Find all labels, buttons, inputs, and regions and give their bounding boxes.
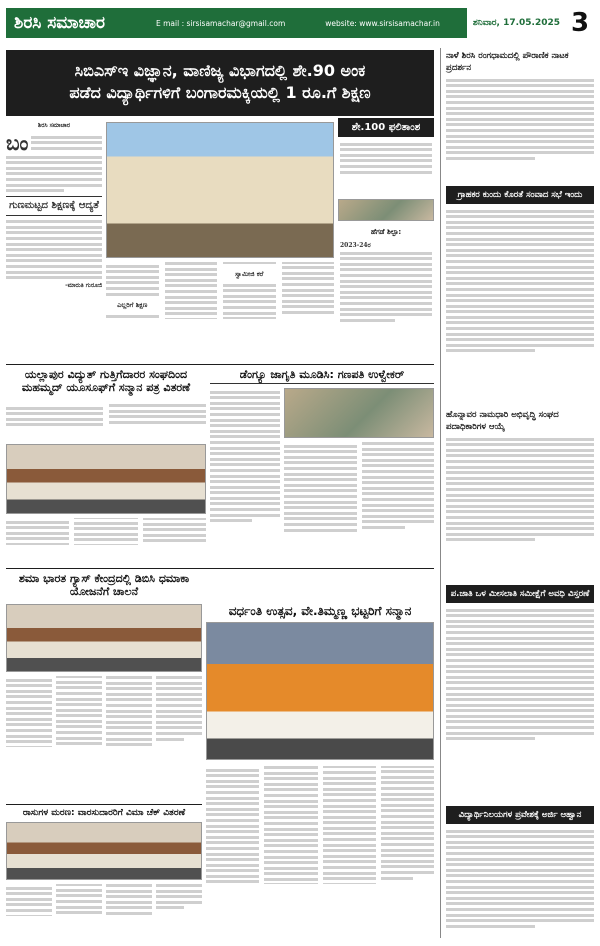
right-h3: ಹೊನ್ನಾವರ ನಾಮಧಾರಿ ಅಭಿವೃದ್ಧಿ ಸಂಘದ ಪದಾಧಿಕಾರಿಗಳ ಆಯ್ಕೆ — [446, 410, 559, 432]
right-h2: ಗ್ರಾಹಕರ ಕುಂದು ಕೊರತೆ ಸಂವಾದ ಸಭೆ ಇಂದು — [446, 186, 594, 204]
story-gas-headline: ಶಮಾ ಭಾರತ ಗ್ಯಾಸ್ ಕೇಂದ್ರದಲ್ಲಿ ಡಿಬಿಸಿ ಧಮಾಕಾ ಯೋಜನೆಗೆ ಚಾಲನೆ — [18, 572, 190, 598]
signature: -ಮಾರುತಿ ಗುರೂಜಿ — [65, 282, 102, 290]
right-h4: ಪ.ಜಾತಿ ಒಳ ಮೀಸಲಾತಿ ಸಮೀಕ್ಷೆಗೆ ಅವಧಿ ವಿಸ್ತರಣೆ — [446, 585, 594, 603]
story-rasu-headline: ರಾಸುಗಳ ಮರಣ: ವಾರಸುದಾರರಿಗೆ ವಿಮಾ ಚೆಕ್ ವಿತರಣೆ — [22, 808, 186, 818]
middle-subhead-1: ಎಲ್ಲರಿಗೆ ಶಿಕ್ಷಣ — [117, 301, 148, 310]
email-text: E mail : sirsisamachar@gmail.com — [156, 18, 286, 28]
lead-body-text — [106, 262, 334, 358]
masthead — [6, 8, 594, 38]
lead-headline — [6, 50, 434, 116]
right-h1: ನಾಳೆ ಶಿರಸಿ ರಂಗಧಾಮದಲ್ಲಿ ಪೌರಾಣಿಕ ನಾಟಕ ಪ್ರದರ್ಶನ — [446, 51, 569, 73]
rasu-photo — [6, 822, 202, 880]
page-number: 3 — [566, 8, 594, 38]
middle-subhead-2: ಸ್ವಾಮೀಜಿ ಕರೆ — [235, 270, 264, 279]
yellapura-text — [6, 404, 206, 442]
dengue-text — [210, 388, 280, 562]
school-building-photo — [106, 122, 334, 258]
issue-date: ಶನಿವಾರ, 17.05.2025 — [467, 8, 566, 38]
lead-headline-line2: ಪಡೆದ ವಿದ್ಯಾರ್ಥಿಗಳಿಗೆ ಬಂಗಾರಮಕ್ಕಿಯಲ್ಲಿ 1 ರೂ.ಗೆ ಶಿಕ್ಷಣ — [69, 83, 371, 102]
lead-headline-line1: ಸಿಬಿಎಸ್‌ಇ ವಿಜ್ಞಾನ, ವಾಣಿಜ್ಯ ವಿಭಾಗದಲ್ಲಿ ಶೇ.90 ಅಂಕ — [74, 61, 366, 80]
lead-left-column — [6, 122, 102, 358]
masthead-contact — [156, 19, 467, 28]
dengue-photo — [284, 388, 434, 438]
left-box-heading: ಗುಣಮಟ್ಟದ ಶಿಕ್ಷಣಕ್ಕೆ ಆದ್ಯತೆ — [6, 196, 102, 216]
drop-cap: ಬಂ — [6, 131, 29, 155]
right-column — [440, 48, 594, 938]
rasu-text — [6, 884, 202, 938]
lead-side-subhead: ಹೆಗಡೆ ಶಿಲ್ಪಾ: — [370, 228, 402, 236]
newspaper-title: ಶಿರಸಿ ಸಮಾಚಾರ — [14, 13, 106, 33]
dengue-text-2 — [284, 442, 434, 562]
story-vardhanti-headline: ವರ್ಧಂತಿ ಉತ್ಸವ, ವೇ.ತಿಮ್ಮಣ್ಣ ಭಟ್ಟರಿಗೆ ಸನ್ಮಾನ — [228, 604, 412, 618]
vardhanti-photo — [206, 622, 434, 760]
vardhanti-text — [206, 766, 434, 938]
lead-right-box — [338, 118, 434, 358]
gas-text — [6, 676, 202, 800]
yellapura-photo — [6, 444, 206, 514]
lead-side-figure: 2023-24ರ — [340, 242, 371, 249]
yellapura-text-2 — [6, 518, 206, 568]
story-yellapura-headline: ಯಲ್ಲಾಪುರ ವಿದ್ಯುತ್ ಗುತ್ತಿಗೆದಾರರ ಸಂಘದಿಂದ ಮಹಮ್ಮದ್ ಯೂಸೂಫ್‌ಗೆ ಸನ್ಮಾನ ಪತ್ರ ವಿತರಣೆ — [21, 368, 191, 394]
website-text: website: www.sirsisamachar.in — [325, 18, 440, 28]
result-headline: ಶೇ.100 ಫಲಿತಾಂಶ — [338, 118, 434, 137]
gas-photo — [6, 604, 202, 672]
story-dengue-headline: ಡೆಂಗ್ಯೂ ಜಾಗೃತಿ ಮೂಡಿಸಿ: ಗಣಪತಿ ಉಳ್ವೇಕರ್ — [210, 368, 434, 384]
right-h5: ವಿದ್ಯಾರ್ಥಿನಿಲಯಗಳ ಪ್ರವೇಶಕ್ಕೆ ಅರ್ಜಿ ಆಹ್ವಾನ — [446, 806, 594, 824]
student-photo — [338, 199, 434, 221]
byline: ಶಿರಸಿ ಸಮಾಚಾರ — [37, 122, 71, 129]
